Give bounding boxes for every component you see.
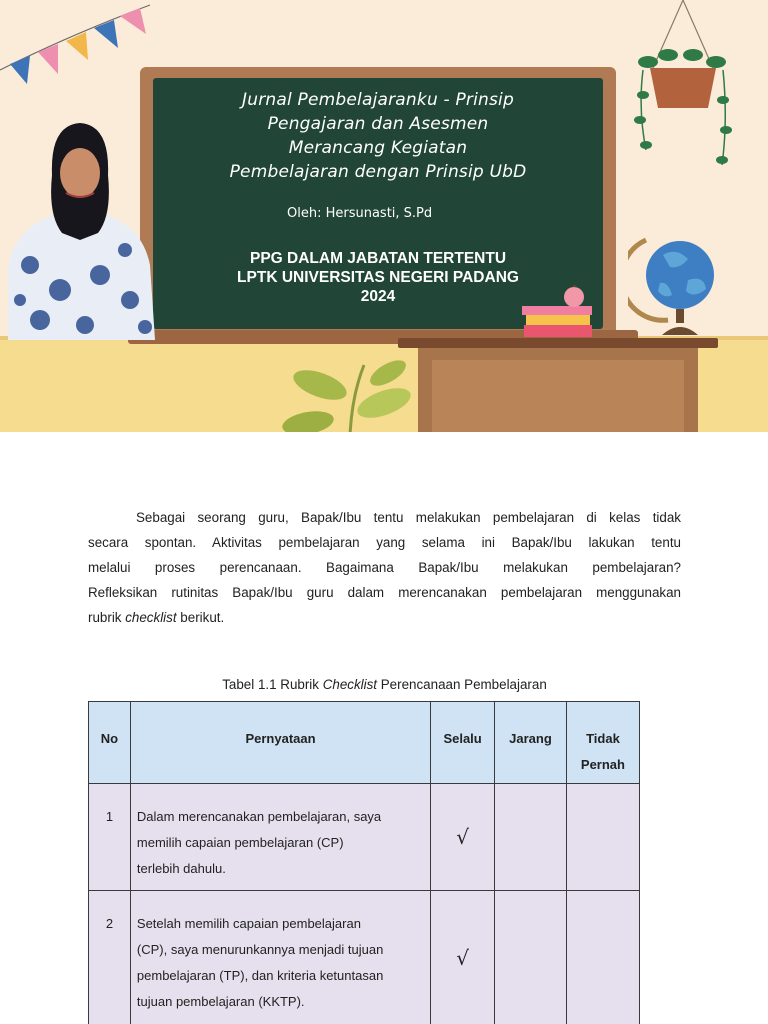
cover-program-line: PPG DALAM JABATAN TERTENTU <box>249 250 507 267</box>
desk-panel <box>432 360 684 432</box>
bunting-flag-icon <box>38 44 58 74</box>
cover-title-line: Pengajaran dan Asesmen <box>267 114 489 134</box>
statement-line: (CP), saya menurunkannya menjadi tujuan <box>136 942 384 957</box>
bunting-flag-icon <box>10 56 30 84</box>
caption-text: Perencanaan Pembelajaran <box>377 677 547 692</box>
desk <box>398 338 718 432</box>
bunting-decoration <box>0 0 160 100</box>
statement-line: terlebih dahulu. <box>136 861 226 876</box>
bunting-flag-icon <box>66 32 88 60</box>
table-row <box>89 784 640 891</box>
books-and-apple-decoration <box>518 285 598 340</box>
cover-author: Oleh: Hersunasti, S.Pd <box>287 206 433 221</box>
row-number: 1 <box>89 784 131 891</box>
checkmark-always: √ <box>431 784 495 891</box>
cover-banner <box>0 0 768 432</box>
intro-paragraph <box>88 505 681 630</box>
header-never: Tidak Pernah <box>566 702 639 784</box>
teacher-portrait <box>0 115 160 340</box>
paragraph-italic: checklist <box>125 610 177 625</box>
cell-rarely <box>495 784 567 891</box>
header-statement: Pernyataan <box>130 702 430 784</box>
desk-top <box>398 338 718 348</box>
caption-italic: Checklist <box>322 677 378 692</box>
statement-line: tujuan pembelajaran (KKTP). <box>136 994 305 1009</box>
hanging-plant-decoration <box>628 0 738 180</box>
header-rarely: Jarang <box>495 702 567 784</box>
statement-line: Dalam merencanakan pembelajaran, saya <box>136 809 382 824</box>
paragraph-text: berikut. <box>176 610 225 625</box>
row-statement <box>130 784 430 891</box>
statement-line: Setelah memilih capaian pembelajaran <box>136 916 361 931</box>
cell-never <box>566 784 639 891</box>
checkmark-always: √ <box>431 891 495 1024</box>
cover-title-line: Merancang Kegiatan <box>288 138 468 158</box>
header-no: No <box>89 702 131 784</box>
paragraph-text: rubrik <box>88 610 126 625</box>
paragraph-line: secara spontan. Aktivitas pembelajaran yang selama ini Bapak/Ibu lakukan tentu <box>88 535 681 550</box>
header-always: Selalu <box>431 702 495 784</box>
plant-leaves-decoration <box>280 355 420 432</box>
bunting-flag-icon <box>120 8 146 34</box>
statement-line: memilih capaian pembelajaran (CP) <box>136 835 344 850</box>
caption-text: Tabel 1.1 Rubrik <box>222 677 323 692</box>
statement-line: pembelajaran (TP), dan kriteria ketuntasan <box>136 968 384 983</box>
row-statement <box>130 891 430 1024</box>
paragraph-line: melalui proses perencanaan. Bagaimana Bapak/Ibu melakukan pembelajaran? <box>88 560 681 575</box>
table-header-row <box>89 702 640 784</box>
row-number: 2 <box>89 891 131 1024</box>
table-caption <box>88 677 681 692</box>
cover-program-line: 2024 <box>360 288 396 305</box>
cell-never <box>566 891 639 1024</box>
cover-title-line: Pembelajaran dengan Prinsip UbD <box>229 162 527 182</box>
cover-title <box>153 88 603 184</box>
cell-rarely <box>495 891 567 1024</box>
table-row <box>89 891 640 1024</box>
bunting-flag-icon <box>94 20 118 48</box>
paragraph-line: Sebagai seorang guru, Bapak/Ibu tentu melakukan pembelajaran di kelas tidak <box>136 510 681 525</box>
rubric-checklist-table <box>88 701 640 1024</box>
paragraph-line <box>88 605 681 630</box>
paragraph-line: Refleksikan rutinitas Bapak/Ibu guru dalam merencanakan pembelajaran menggunakan <box>88 585 681 600</box>
globe-icon <box>628 225 723 340</box>
cover-title-line: Jurnal Pembelajaranku - Prinsip <box>242 90 514 110</box>
cover-program-line: LPTK UNIVERSITAS NEGERI PADANG <box>237 269 519 286</box>
